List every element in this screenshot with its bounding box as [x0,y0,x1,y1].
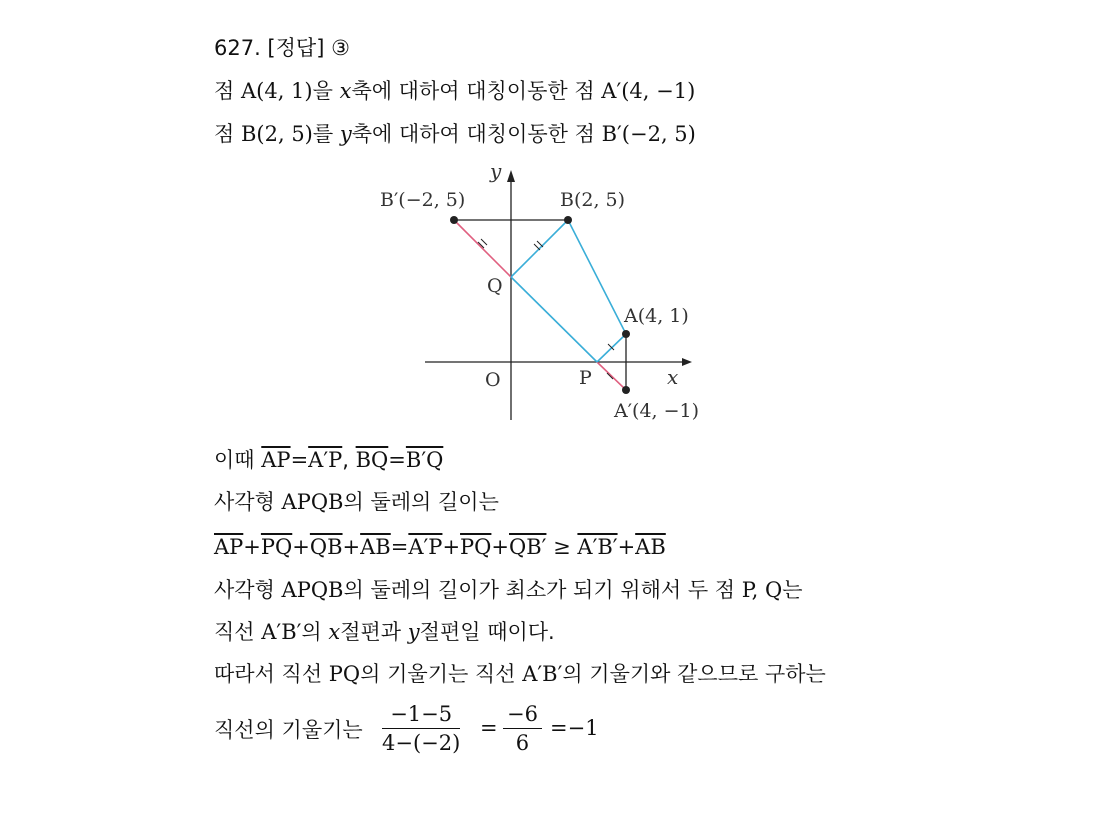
math-expr: B′(−2, 5) [601,122,696,146]
math-expr: A′B′ [261,620,302,644]
coordinate-figure [370,158,730,428]
segment-label: $\overline{PQ}$ [460,535,492,559]
label-y: y [490,159,502,183]
text: 점 [214,122,235,146]
segment-label: $\overline{QB}$ [309,535,343,559]
text: 절편일 때이다. [419,620,555,644]
slope-result: =−1 [550,716,599,740]
inequality-line [214,533,666,561]
segment-label: $\overline{AB}$ [635,535,666,559]
text-line-3 [214,446,443,474]
text-line-9: 직선의 기울기는 [214,718,363,742]
math-expr: APQB [281,490,344,514]
text-line-7 [214,618,555,646]
label-p: P [579,367,592,389]
text: 점 [214,79,235,103]
math-var: y [407,620,420,644]
text: 의 둘레의 길이가 최소가 되기 위해서 두 점 [343,578,736,602]
label-b2: B′(−2, 5) [380,189,466,211]
denominator: 6 [515,731,530,755]
segment-label: B′Q [405,448,444,472]
text: , [342,448,349,472]
text: 는 [782,578,803,602]
math-expr: A(4, 1) [240,79,313,103]
math-expr: APQB [281,578,344,602]
text-line-4 [214,488,499,516]
segment-label: $\overline{AP}$ [214,535,244,559]
answer-header: 627. [정답] ③ [214,36,350,60]
segment-q-p [511,277,597,362]
denominator: 4−(−2) [382,731,461,755]
label-x: x [667,365,679,389]
math-op: = [388,448,406,472]
math-op: + [342,535,361,559]
math-var: y [339,122,352,146]
segment-label: A′B′ [577,535,618,559]
y-axis-arrow-icon [507,170,515,182]
segment-label: QB′ [509,535,547,559]
fraction-slope-2 [503,702,542,755]
point-b2 [450,216,458,224]
text: 이때 [214,448,255,472]
text: 축에 대하여 대칭이동한 점 [351,79,595,103]
math-op: = [290,448,309,472]
text: 의 둘레의 길이는 [343,490,499,514]
segment-label: $\overline{PQ}$ [260,535,293,559]
text-line-8 [214,660,826,688]
numerator: −1−5 [382,702,460,729]
math-expr: A′B′ [522,662,563,686]
text: 의 [301,620,322,644]
math-op: + [491,535,510,559]
math-op: + [442,535,461,559]
text: 축에 대하여 대칭이동한 점 [351,122,595,146]
segment-label: A′P [308,448,343,472]
math-op: + [292,535,310,559]
equals-sign: = [480,716,498,740]
numerator: −6 [503,702,542,729]
text: 를 [312,122,334,146]
text: 의 기울기와 같으므로 구하는 [562,662,826,686]
math-op: ≥ [553,535,571,559]
x-axis-arrow-icon [682,358,692,366]
text-line-2 [214,120,696,148]
segment-label: A′P [408,535,443,559]
math-expr: PQ [328,662,361,686]
segment-label: $\overline{AB}$ [360,535,391,559]
label-b: B(2, 5) [560,189,626,211]
text: 사각형 [214,490,275,514]
text: 사각형 [214,578,275,602]
math-var: x [339,79,352,103]
label-a2: A′(4, −1) [614,400,700,422]
segment-b-a [568,220,626,334]
segment-label: $\overline{BQ}$ [355,448,389,472]
text: 직선 [214,620,255,644]
text: 의 기울기는 직선 [360,662,516,686]
math-var: x [328,620,341,644]
label-origin: O [485,369,501,391]
segment-q-b [511,220,568,277]
math-expr: A′(4, −1) [601,79,696,103]
math-expr: B(2, 5) [240,122,313,146]
segment-p-a2 [597,362,626,390]
point-b [564,216,572,224]
math-op: = [390,535,409,559]
text: 절편과 [340,620,402,644]
math-op: + [243,535,261,559]
label-a: A(4, 1) [624,305,689,327]
math-expr: P, Q [741,578,783,602]
segment-b2-q [454,220,511,277]
segment-label: $\overline{AP}$ [261,448,291,472]
math-op: + [617,535,636,559]
fraction-slope-1 [382,702,460,755]
text-line-6 [214,576,803,604]
point-a [622,330,630,338]
text-line-1 [214,77,695,105]
point-a2 [622,386,630,394]
text: 을 [312,79,333,103]
label-q: Q [487,275,503,297]
text: 따라서 직선 [214,662,323,686]
